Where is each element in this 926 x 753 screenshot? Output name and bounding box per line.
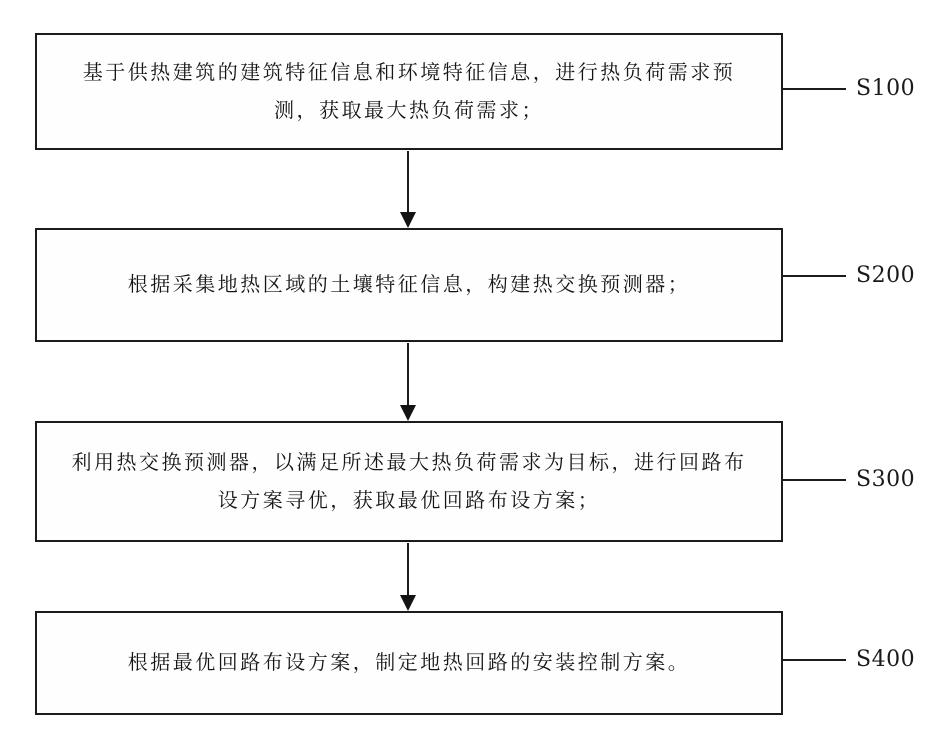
arrow-shaft (407, 151, 409, 212)
arrowhead-icon (400, 212, 416, 228)
label-connector-line (783, 88, 846, 90)
label-connector-line (783, 659, 846, 661)
step-box-s300 (35, 421, 783, 542)
arrow-shaft (407, 543, 409, 595)
arrowhead-icon (400, 595, 416, 611)
step-label-s100: S100 (856, 76, 916, 101)
down-arrow (400, 151, 416, 228)
down-arrow (400, 343, 416, 421)
step-label-s300: S300 (856, 467, 916, 492)
step-label-s200: S200 (856, 263, 916, 288)
down-arrow (400, 543, 416, 611)
step-box-s200 (35, 228, 783, 342)
step-text: 根据最优回路布设方案，制定地热回路的安装控制方案。 (127, 652, 691, 674)
arrowhead-icon (400, 405, 416, 421)
label-connector-line (783, 479, 846, 481)
step-text: 基于供热建筑的建筑特征信息和环境特征信息，进行热负荷需求预 测，获取最大热负荷需求； (82, 61, 736, 122)
step-text: 利用热交换预测器，以满足所述最大热负荷需求为目标，进行回路布 设方案寻优，获取最优回路布设方案； (71, 451, 747, 512)
step-box-s100 (35, 33, 783, 150)
step-box-s400 (35, 611, 783, 715)
label-connector-line (783, 275, 846, 277)
step-text: 根据采集地热区域的土壤特征信息，构建热交换预测器； (127, 274, 691, 296)
arrow-shaft (407, 343, 409, 405)
step-label-s400: S400 (856, 647, 916, 672)
